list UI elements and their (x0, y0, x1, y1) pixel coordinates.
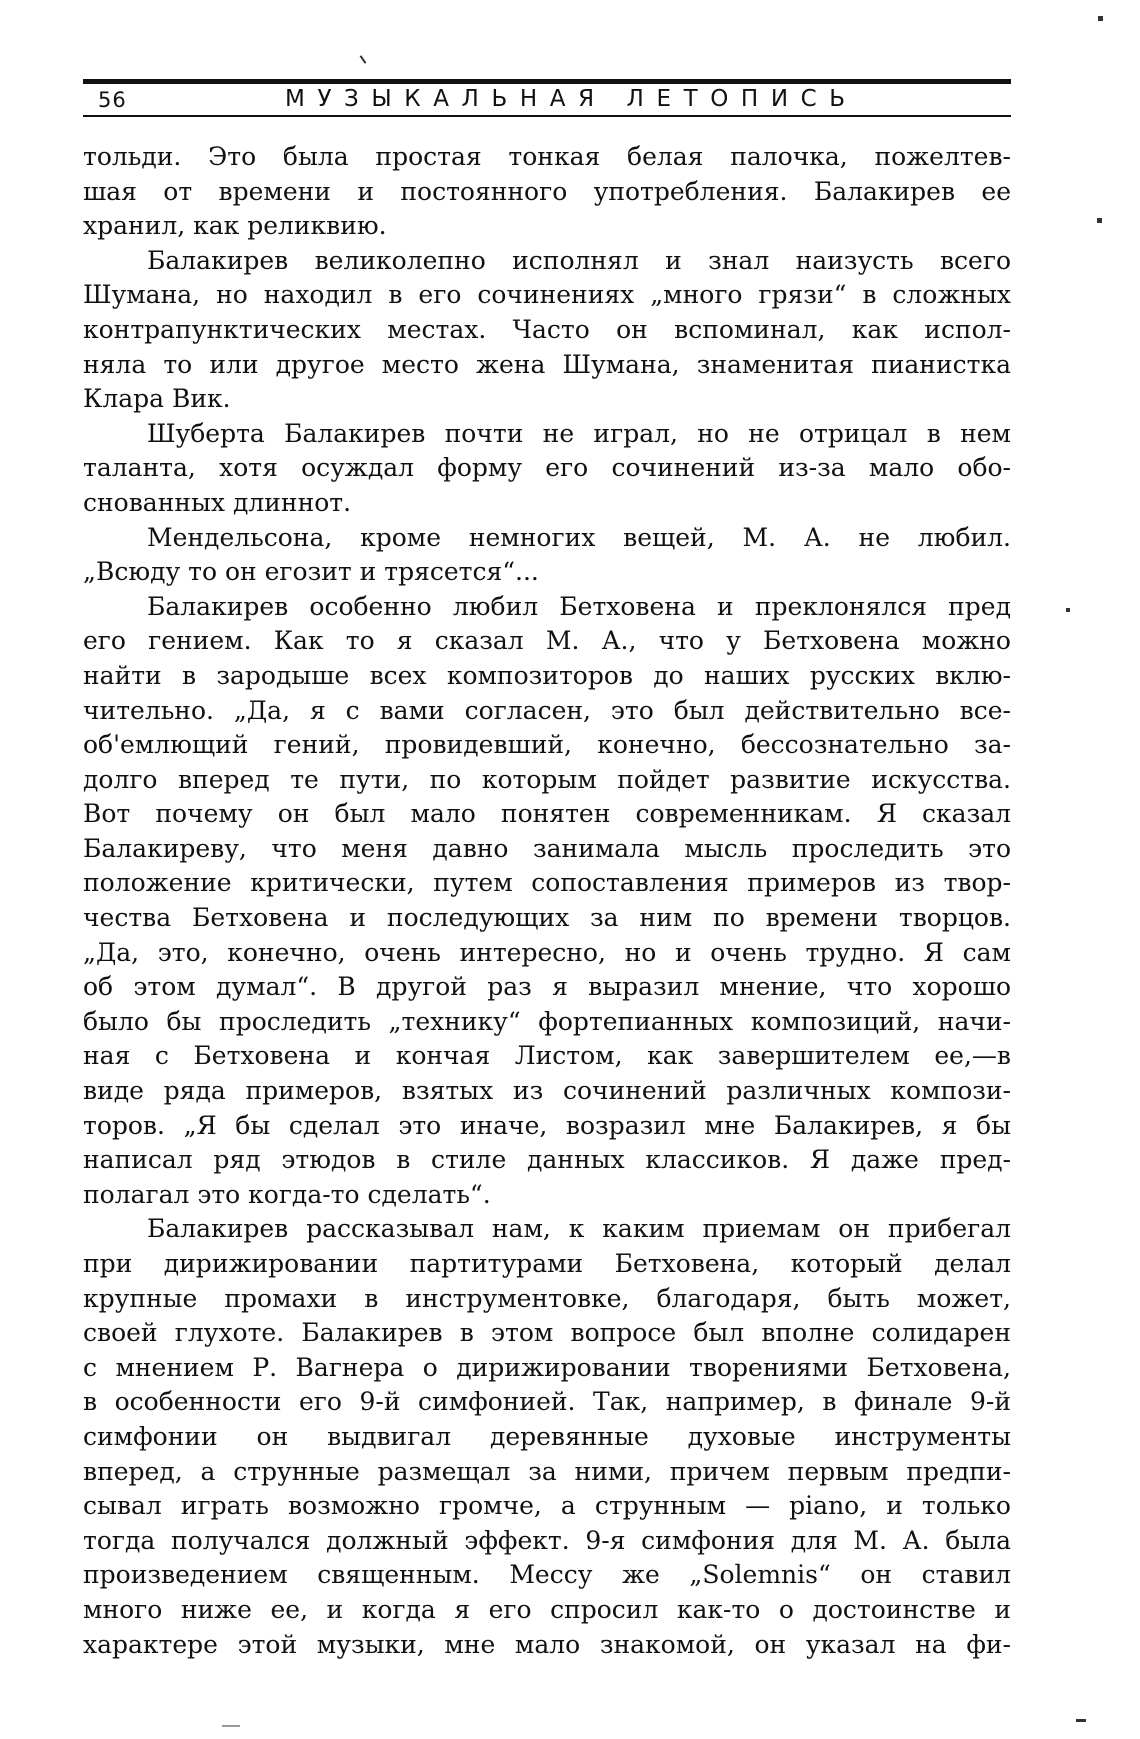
text-line: его гением. Как то я сказал М. А., что у Бетховена можно (83, 626, 1011, 656)
text-line: снованных длиннот. (83, 487, 352, 517)
text-line: торов. „Я бы сделал это иначе, возразил мне Балакирев, я бы (83, 1110, 1011, 1140)
text-line: Балакирев великолепно исполнял и знал наизусть всего (147, 245, 1011, 275)
text-line: Мендельсона, кроме немногих вещей, М. А. не любил. (147, 522, 1011, 552)
text-line: ная с Бетховена и кончая Листом, как завершителем ее,—в (83, 1041, 1011, 1071)
text-line: таланта, хотя осуждал форму его сочинений из-за мало обо- (83, 453, 1011, 483)
text-line: симфонии он выдвигал деревянные духовые инструменты (83, 1421, 1011, 1451)
text-line: контрапунктических местах. Часто он вспоминал, как испол- (83, 314, 1011, 344)
text-line: вперед, а струнные размещал за ними, причем первым предпи- (83, 1456, 1011, 1486)
text-line: полагал это когда-то сделать“. (83, 1179, 491, 1209)
scan-speck (1076, 1719, 1086, 1722)
text-line: Балакирев рассказывал нам, к каким приемам он прибегал (147, 1214, 1011, 1244)
text-line: виде ряда примеров, взятых из сочинений различных компози- (83, 1076, 1011, 1106)
text-line: долго вперед те пути, по которым пойдет развитие искусства. (83, 764, 1011, 794)
text-line: хранил, как реликвию. (83, 211, 387, 241)
scan-speck (1066, 608, 1070, 612)
text-line: в особенности его 9-й симфонией. Так, например, в финале 9-й (83, 1387, 1011, 1417)
text-line: „Да, это, конечно, очень интересно, но и очень трудно. Я сам (83, 937, 1011, 967)
text-line: „Всюду то он егозит и трясется“... (83, 557, 539, 587)
running-title: МУЗЫКАЛЬНАЯ ЛЕТОПИСЬ (285, 86, 858, 112)
text-line: Балакирев особенно любил Бетховена и преклонялся пред (147, 591, 1011, 621)
body-text (83, 140, 1011, 1662)
text-line: Балакиреву, что меня давно занимала мысль проследить это (83, 833, 1011, 863)
text-line: об этом думал“. В другой раз я выразил мнение, что хорошо (83, 972, 1011, 1002)
text-line: тогда получался должный эффект. 9-я симфония для М. А. была (83, 1525, 1011, 1555)
text-line: Клара Вик. (83, 384, 231, 414)
text-line: Шуберта Балакирев почти не играл, но не отрицал в нем (147, 418, 1011, 448)
text-line: при дирижировании партитурами Бетховена, который делал (83, 1249, 1011, 1278)
text-line: крупные промахи в инструментовке, благодаря, быть может, (83, 1283, 1011, 1313)
text-line: тольди. Это была простая тонкая белая палочка, пожелтев- (83, 142, 1011, 171)
text-line: положение критически, путем сопоставления примеров из твор- (83, 868, 1011, 898)
scan-speck (1097, 218, 1102, 223)
scan-speck (1098, 16, 1103, 21)
text-line: с мнением Р. Вагнера о дирижировании творениями Бетховена, (83, 1352, 1011, 1382)
header-rule-top (83, 79, 1011, 84)
text-line: шая от времени и постоянного употребления. Балакирев ее (83, 176, 1011, 206)
text-line: найти в зародыше всех композиторов до наших русских вклю- (83, 660, 1011, 690)
scan-speck (360, 55, 367, 64)
text-line: было бы проследить „технику“ фортепианных композиций, начи- (83, 1006, 1011, 1036)
text-line: своей глухоте. Балакирев в этом вопросе был вполне солидарен (83, 1318, 1011, 1348)
text-line: Вот почему он был мало понятен современникам. Я сказал (83, 799, 1011, 829)
text-line: сывал играть возможно громче, а струнным — piano, и только (83, 1491, 1011, 1521)
text-line: произведением священным. Мессу же „Solemnis“ он ставил (83, 1560, 1011, 1590)
text-line: об'емлющий гений, провидевший, конечно, бессознательно за- (83, 730, 1011, 760)
header-rule-bottom (83, 115, 1011, 117)
text-line: чительно. „Да, я с вами согласен, это был действительно все- (83, 695, 1011, 725)
page-number: 56 (98, 88, 127, 112)
text-line: характере этой музыки, мне мало знакомой, он указал на фи- (83, 1629, 1011, 1659)
text-line: няла то или другое место жена Шумана, знаменитая пианистка (83, 349, 1011, 379)
text-line: чества Бетховена и последующих за ним по времени творцов. (83, 903, 1011, 933)
text-line: Шумана, но находил в его сочинениях „много грязи“ в сложных (83, 280, 1011, 310)
scan-speck (222, 1725, 240, 1727)
text-line: написал ряд этюдов в стиле данных классиков. Я даже пред- (83, 1145, 1011, 1175)
text-line: много ниже ее, и когда я его спросил как-то о достоинстве и (83, 1594, 1011, 1624)
